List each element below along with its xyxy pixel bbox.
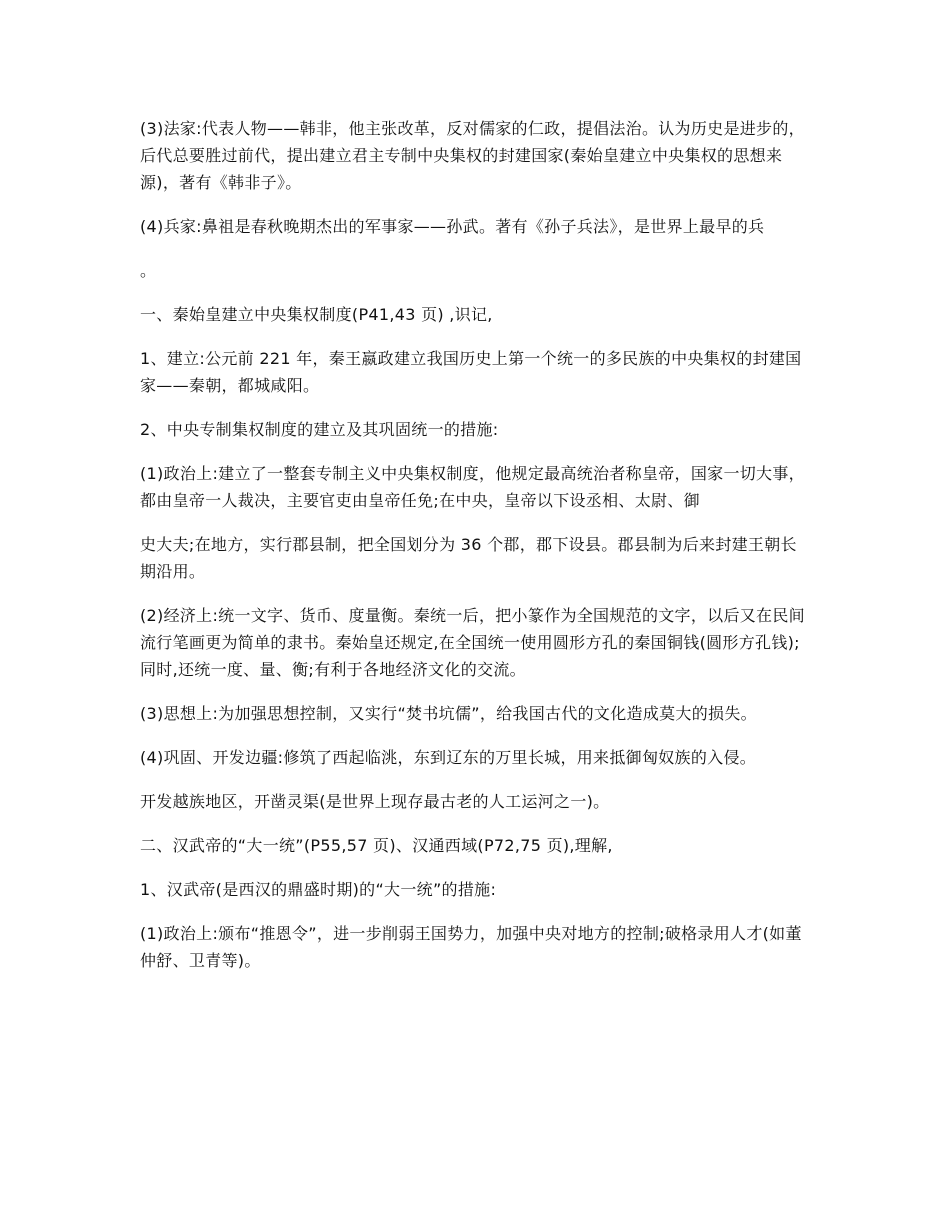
- paragraph-qin-politics: (1)政治上:建立了一整套专制主义中央集权制度，他规定最高统治者称皇帝，国家一切大事，都由皇帝一人裁决，主要官吏由皇帝任免;在中央，皇帝以下设丞相、太尉、御: [140, 464, 805, 510]
- paragraph-military-strategist: (4)兵家:鼻祖是春秋晚期杰出的军事家——孙武。著有《孙子兵法》，是世界上最早的兵: [140, 217, 765, 236]
- paragraph-qin-thought: (3)思想上:为加强思想控制，又实行“焚书坑儒”，给我国古代的文化造成莫大的损失。: [140, 704, 757, 723]
- paragraph-han-politics: (1)政治上:颁布“推恩令”，进一步削弱王国势力，加强中央对地方的控制;破格录用人才(如董仲舒、卫青等)。: [140, 924, 802, 970]
- paragraph-qin-founding: 1、建立:公元前 221 年，秦王嬴政建立我国历史上第一个统一的多民族的中央集权的封建国家——秦朝，都城咸阳。: [140, 349, 802, 395]
- paragraph-qin-economy: (2)经济上:统一文字、货币、度量衡。秦统一后，把小篆作为全国规范的文字，以后又在民间流行笔画更为简单的隶书。秦始皇还规定,在全国统一使用圆形方孔的秦国铜钱(圆形方孔钱);同时,还统一度、量、衡;有利于各地经济文化的交流。: [140, 606, 805, 679]
- subheading-qin-measures: 2、中央专制集权制度的建立及其巩固统一的措施:: [140, 420, 499, 439]
- paragraph-fragment: 。: [140, 261, 157, 280]
- paragraph-lingqu-canal: 开发越族地区，开凿灵渠(是世界上现存最古老的人工运河之一)。: [140, 792, 610, 811]
- paragraph-qin-frontier: (4)巩固、开发边疆:修筑了西起临洮，东到辽东的万里长城，用来抵御匈奴族的入侵。: [140, 748, 757, 767]
- subheading-han-measures: 1、汉武帝(是西汉的鼎盛时期)的“大一统”的措施:: [140, 880, 497, 899]
- paragraph-qin-commandery: 史大夫;在地方，实行郡县制，把全国划分为 36 个郡，郡下设县。郡县制为后来封建王朝长期沿用。: [140, 535, 797, 581]
- paragraph-legalist: (3)法家:代表人物——韩非，他主张改革，反对儒家的仁政，提倡法治。认为历史是进步的，后代总要胜过前代，提出建立君主专制中央集权的封建国家(秦始皇建立中央集权的思想来源)，著有《韩非子》。: [140, 119, 805, 192]
- section-heading-han: 二、汉武帝的“大一统”(P55,57 页)、汉通西域(P72,75 页),理解,: [140, 836, 613, 855]
- section-heading-qin: 一、秦始皇建立中央集权制度(P41,43 页) ,识记,: [140, 305, 493, 324]
